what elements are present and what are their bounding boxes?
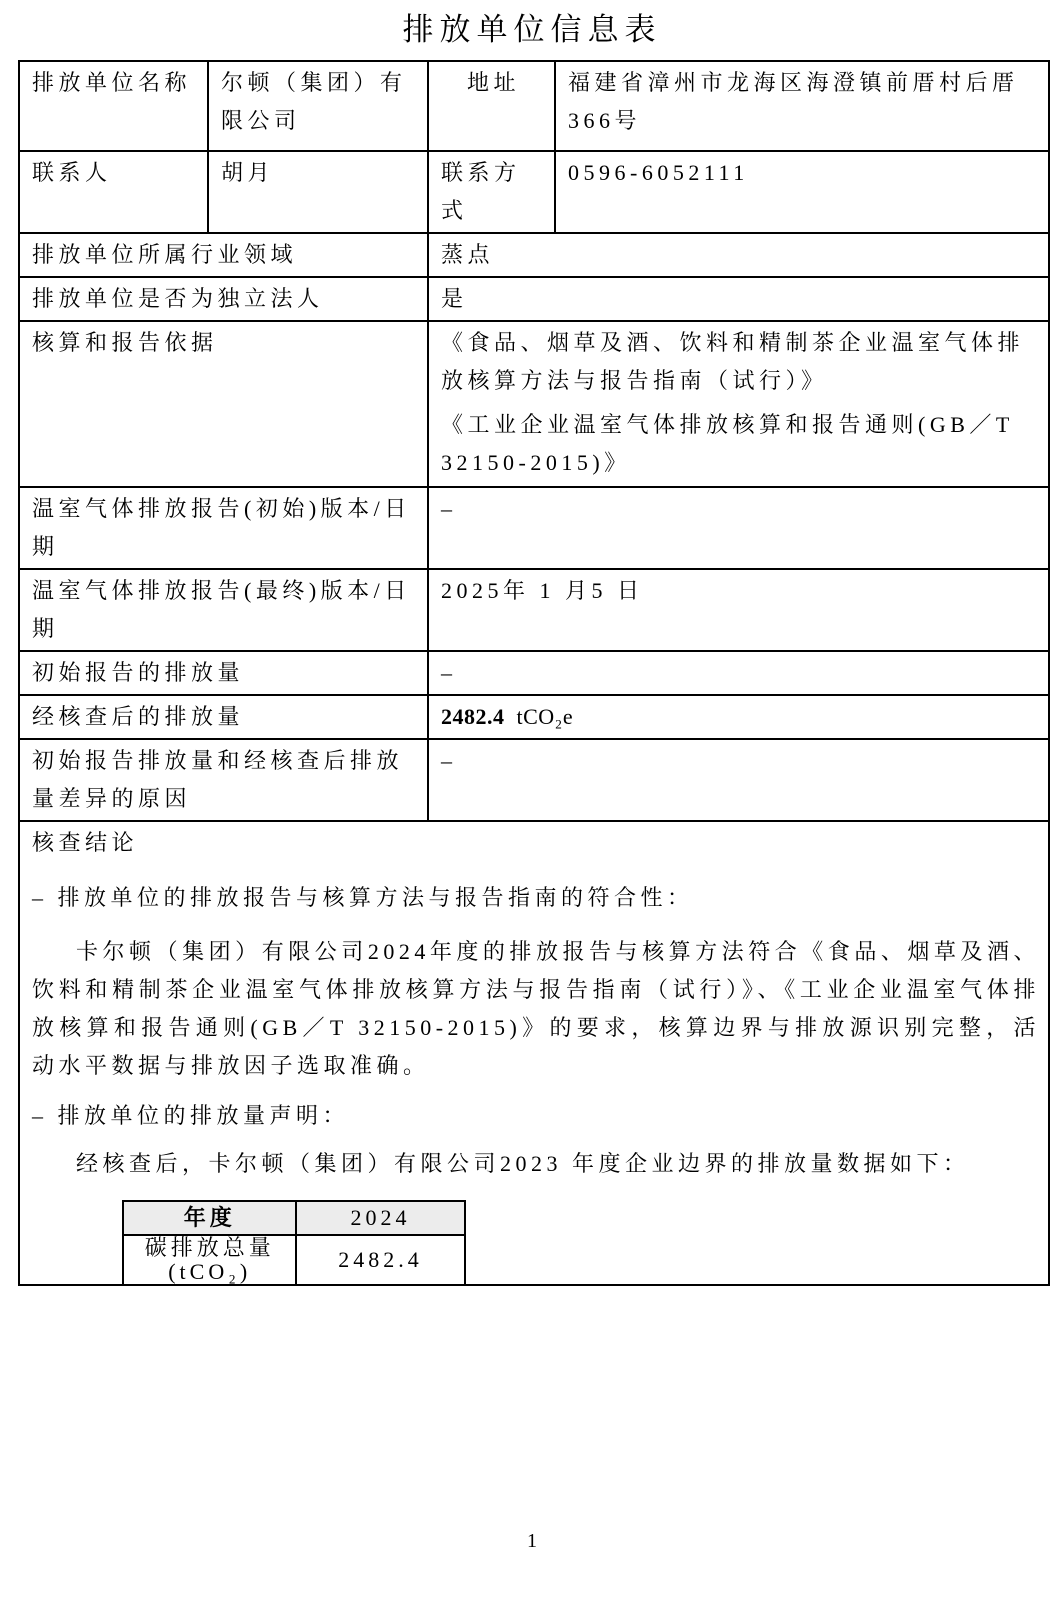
year-value-cell: 2024 (296, 1201, 464, 1235)
conclusion-cell (19, 821, 1049, 1285)
row-unit-name-address (19, 61, 1049, 151)
contact-person-label: 联系人 (19, 151, 208, 233)
contact-person-value: 胡月 (208, 151, 428, 233)
conclusion-heading: 核查结论 (32, 830, 139, 855)
unit-name-value: 尔顿（集团）有限公司 (208, 61, 428, 151)
diff-reason-value: – (428, 739, 1049, 821)
conclusion-item-compliance: – 排放单位的排放报告与核算方法与报告指南的符合性： (32, 885, 694, 910)
row-initial-emission (19, 651, 1049, 695)
initial-report-value: – (428, 487, 1049, 569)
industry-label: 排放单位所属行业领域 (19, 233, 428, 277)
row-independent-legal (19, 277, 1049, 321)
total-emission-value-cell: 2482.4 (296, 1235, 464, 1285)
conclusion-compliance-paragraph: 卡尔顿（集团）有限公司2024年度的排放报告与核算方法符合《食品、烟草及酒、饮料和精制茶企业温室气体排放核算方法与报告指南（试行）》、《工业企业温室气体排放核算和报告通则(GB／T 32150-2015)》的要求，核算边界与排放源识别完整，活动水平数据与排放因子选取准确。 (32, 939, 1040, 1078)
industry-value: 蒸点 (428, 233, 1049, 277)
annual-emission-table (122, 1200, 466, 1286)
row-contact (19, 151, 1049, 233)
basis-value-line2: 《工业企业温室气体排放核算和报告通则(GB／T 32150-2015)》 (441, 412, 1014, 475)
row-basis (19, 321, 1049, 487)
verified-emission-value (428, 695, 1049, 739)
initial-emission-label: 初始报告的排放量 (19, 651, 428, 695)
row-final-report-version (19, 569, 1049, 651)
page-title: 排放单位信息表 (402, 12, 662, 47)
annual-emission-data-row (123, 1235, 465, 1285)
address-label: 地址 (428, 61, 555, 151)
independent-legal-label: 排放单位是否为独立法人 (19, 277, 428, 321)
verified-emission-unit: tCO₂e (516, 704, 574, 729)
row-initial-report-version (19, 487, 1049, 569)
verified-emission-label: 经核查后的排放量 (19, 695, 428, 739)
final-report-label: 温室气体排放报告(最终)版本/日期 (19, 569, 428, 651)
initial-report-label: 温室气体排放报告(初始)版本/日期 (19, 487, 428, 569)
row-diff-reason (19, 739, 1049, 821)
page-number: 1 (527, 1530, 537, 1552)
emission-unit-info-table (18, 60, 1050, 1286)
address-value: 福建省漳州市龙海区海澄镇前厝村后厝366号 (555, 61, 1049, 151)
basis-value-line1: 《食品、烟草及酒、饮料和精制茶企业温室气体排放核算方法与报告指南（试行）》 (441, 330, 1025, 393)
row-industry (19, 233, 1049, 277)
contact-method-value: 0596-6052111 (555, 151, 1049, 233)
row-conclusion (19, 821, 1049, 1285)
row-verified-emission (19, 695, 1049, 739)
basis-value (428, 321, 1049, 487)
total-emission-label-cell: 碳排放总量(tCO₂) (123, 1235, 296, 1285)
independent-legal-value: 是 (428, 277, 1049, 321)
conclusion-statement-paragraph: 经核查后，卡尔顿（集团）有限公司2023 年度企业边界的排放量数据如下： (76, 1151, 970, 1176)
basis-label: 核算和报告依据 (19, 321, 428, 487)
contact-method-label: 联系方式 (428, 151, 555, 233)
year-header-cell: 年度 (123, 1201, 296, 1235)
verified-emission-number: 2482.4 (441, 704, 505, 729)
final-report-value: 2025年 1 月5 日 (428, 569, 1049, 651)
diff-reason-label: 初始报告排放量和经核查后排放量差异的原因 (19, 739, 428, 821)
annual-emission-header-row (123, 1201, 465, 1235)
initial-emission-value: – (428, 651, 1049, 695)
unit-name-label: 排放单位名称 (19, 61, 208, 151)
conclusion-item-statement: – 排放单位的排放量声明： (32, 1103, 350, 1128)
